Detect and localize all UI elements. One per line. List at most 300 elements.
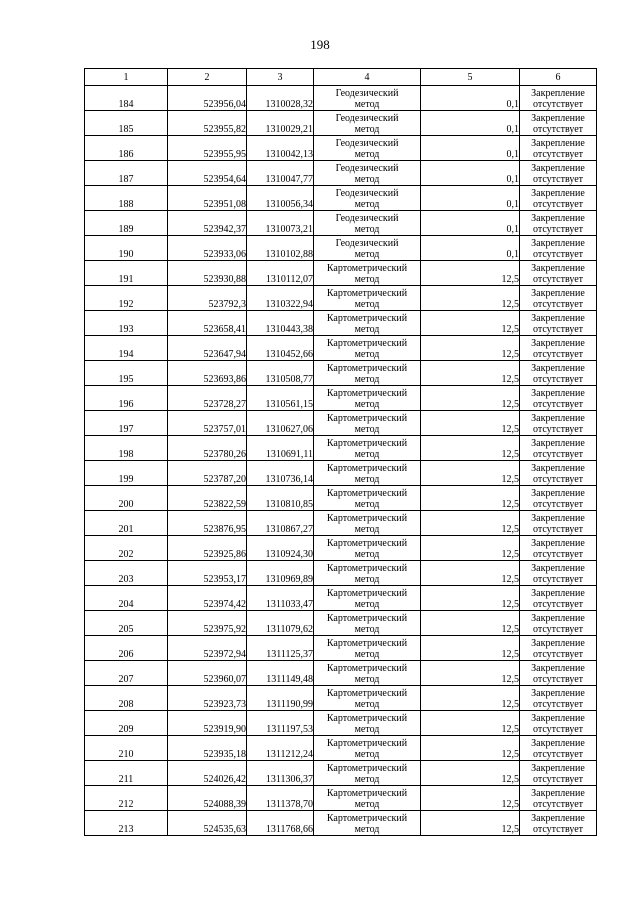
fixing-cell-line: отсутствует — [532, 749, 584, 760]
y-coordinate-cell: 1310452,66 — [247, 336, 314, 361]
method-cell-line: Геодезический — [335, 113, 399, 124]
method-cell-line: Картометрический — [326, 313, 408, 324]
accuracy-cell: 12,5 — [421, 286, 520, 311]
table-row — [85, 486, 597, 511]
fixing-cell-line: отсутствует — [532, 499, 584, 510]
point-number-cell: 186 — [85, 136, 168, 161]
fixing-cell-line: отсутствует — [532, 549, 584, 560]
method-cell-line: Картометрический — [326, 813, 408, 824]
y-coordinate-cell: 1310443,38 — [247, 311, 314, 336]
accuracy-cell: 12,5 — [421, 336, 520, 361]
method-cell-line: метод — [354, 449, 380, 460]
method-cell-line: метод — [354, 699, 380, 710]
point-number-cell: 213 — [85, 811, 168, 836]
table-row — [85, 661, 597, 686]
fixing-cell-line: отсутствует — [532, 249, 584, 260]
fixing-cell — [520, 686, 597, 711]
fixing-cell-line: отсутствует — [532, 199, 584, 210]
method-cell-line: Картометрический — [326, 713, 408, 724]
fixing-cell — [520, 336, 597, 361]
table-row — [85, 161, 597, 186]
method-cell-line: метод — [354, 199, 380, 210]
table-header-row — [85, 69, 597, 86]
method-cell-line: Картометрический — [326, 663, 408, 674]
y-coordinate-cell: 1310969,89 — [247, 561, 314, 586]
point-number-cell: 207 — [85, 661, 168, 686]
table-row — [85, 386, 597, 411]
fixing-cell — [520, 511, 597, 536]
fixing-cell-line: отсутствует — [532, 624, 584, 635]
x-coordinate-cell: 523951,08 — [168, 186, 247, 211]
table-row — [85, 86, 597, 111]
accuracy-cell: 12,5 — [421, 561, 520, 586]
method-cell-line: метод — [354, 374, 380, 385]
point-number-cell: 210 — [85, 736, 168, 761]
point-number-cell: 200 — [85, 486, 168, 511]
x-coordinate-cell: 524535,63 — [168, 811, 247, 836]
x-coordinate-cell: 523923,73 — [168, 686, 247, 711]
point-number-cell: 201 — [85, 511, 168, 536]
point-number-cell: 192 — [85, 286, 168, 311]
method-cell-line: метод — [354, 724, 380, 735]
method-cell-line: метод — [354, 524, 380, 535]
fixing-cell-line: отсутствует — [532, 99, 584, 110]
fixing-cell — [520, 86, 597, 111]
x-coordinate-cell: 523647,94 — [168, 336, 247, 361]
point-number-cell: 196 — [85, 386, 168, 411]
point-number-cell: 203 — [85, 561, 168, 586]
method-cell-line: Картометрический — [326, 363, 408, 374]
fixing-cell-line: Закрепление — [531, 788, 585, 799]
column-header: 5 — [421, 69, 520, 86]
fixing-cell-line: Закрепление — [531, 88, 585, 99]
method-cell — [314, 686, 421, 711]
fixing-cell-line: Закрепление — [531, 688, 585, 699]
x-coordinate-cell: 523953,17 — [168, 561, 247, 586]
point-number-cell: 194 — [85, 336, 168, 361]
method-cell-line: метод — [354, 824, 380, 835]
method-cell-line: Картометрический — [326, 413, 408, 424]
table-row — [85, 536, 597, 561]
table-row — [85, 286, 597, 311]
point-number-cell: 205 — [85, 611, 168, 636]
x-coordinate-cell: 523787,20 — [168, 461, 247, 486]
method-cell — [314, 561, 421, 586]
x-coordinate-cell: 523960,07 — [168, 661, 247, 686]
fixing-cell-line: Закрепление — [531, 463, 585, 474]
y-coordinate-cell: 1311306,37 — [247, 761, 314, 786]
x-coordinate-cell: 523693,86 — [168, 361, 247, 386]
y-coordinate-cell: 1311149,48 — [247, 661, 314, 686]
y-coordinate-cell: 1310561,15 — [247, 386, 314, 411]
method-cell-line: Геодезический — [335, 88, 399, 99]
fixing-cell-line: отсутствует — [532, 599, 584, 610]
table-row — [85, 561, 597, 586]
accuracy-cell: 12,5 — [421, 811, 520, 836]
accuracy-cell: 0,1 — [421, 186, 520, 211]
fixing-cell-line: отсутствует — [532, 174, 584, 185]
method-cell — [314, 586, 421, 611]
fixing-cell-line: отсутствует — [532, 649, 584, 660]
y-coordinate-cell: 1310691,11 — [247, 436, 314, 461]
method-cell-line: метод — [354, 474, 380, 485]
fixing-cell-line: отсутствует — [532, 449, 584, 460]
fixing-cell-line: Закрепление — [531, 713, 585, 724]
fixing-cell — [520, 536, 597, 561]
point-number-cell: 208 — [85, 686, 168, 711]
table-row — [85, 261, 597, 286]
accuracy-cell: 12,5 — [421, 261, 520, 286]
fixing-cell-line: отсутствует — [532, 124, 584, 135]
method-cell-line: метод — [354, 149, 380, 160]
accuracy-cell: 0,1 — [421, 136, 520, 161]
method-cell — [314, 811, 421, 836]
method-cell-line: Картометрический — [326, 638, 408, 649]
method-cell — [314, 786, 421, 811]
fixing-cell — [520, 461, 597, 486]
page-number: 198 — [310, 37, 330, 52]
y-coordinate-cell: 1310042,13 — [247, 136, 314, 161]
method-cell-line: Картометрический — [326, 688, 408, 699]
method-cell — [314, 386, 421, 411]
method-cell-line: метод — [354, 399, 380, 410]
y-coordinate-cell: 1310029,21 — [247, 111, 314, 136]
accuracy-cell: 0,1 — [421, 161, 520, 186]
accuracy-cell: 0,1 — [421, 211, 520, 236]
point-number-cell: 197 — [85, 411, 168, 436]
method-cell-line: метод — [354, 549, 380, 560]
point-number-cell: 212 — [85, 786, 168, 811]
fixing-cell-line: Закрепление — [531, 238, 585, 249]
y-coordinate-cell: 1310028,32 — [247, 86, 314, 111]
method-cell-line: Картометрический — [326, 438, 408, 449]
fixing-cell-line: Закрепление — [531, 363, 585, 374]
accuracy-cell: 12,5 — [421, 511, 520, 536]
method-cell-line: Геодезический — [335, 163, 399, 174]
method-cell — [314, 736, 421, 761]
accuracy-cell: 12,5 — [421, 536, 520, 561]
y-coordinate-cell: 1310627,06 — [247, 411, 314, 436]
table-row — [85, 211, 597, 236]
x-coordinate-cell: 523757,01 — [168, 411, 247, 436]
x-coordinate-cell: 523728,27 — [168, 386, 247, 411]
method-cell-line: Картометрический — [326, 513, 408, 524]
fixing-cell-line: Закрепление — [531, 413, 585, 424]
fixing-cell — [520, 286, 597, 311]
y-coordinate-cell: 1310924,30 — [247, 536, 314, 561]
fixing-cell — [520, 311, 597, 336]
fixing-cell-line: Закрепление — [531, 538, 585, 549]
method-cell-line: метод — [354, 224, 380, 235]
fixing-cell — [520, 186, 597, 211]
y-coordinate-cell: 1311768,66 — [247, 811, 314, 836]
column-header: 1 — [85, 69, 168, 86]
method-cell — [314, 136, 421, 161]
method-cell — [314, 511, 421, 536]
table-row — [85, 411, 597, 436]
point-number-cell: 189 — [85, 211, 168, 236]
method-cell-line: метод — [354, 249, 380, 260]
x-coordinate-cell: 523876,95 — [168, 511, 247, 536]
method-cell-line: метод — [354, 299, 380, 310]
method-cell-line: метод — [354, 749, 380, 760]
table-row — [85, 311, 597, 336]
method-cell — [314, 486, 421, 511]
accuracy-cell: 0,1 — [421, 111, 520, 136]
y-coordinate-cell: 1311190,99 — [247, 686, 314, 711]
method-cell-line: Картометрический — [326, 763, 408, 774]
fixing-cell-line: отсутствует — [532, 349, 584, 360]
fixing-cell-line: Закрепление — [531, 313, 585, 324]
method-cell — [314, 236, 421, 261]
point-number-cell: 211 — [85, 761, 168, 786]
fixing-cell-line: отсутствует — [532, 724, 584, 735]
fixing-cell-line: отсутствует — [532, 474, 584, 485]
fixing-cell — [520, 761, 597, 786]
fixing-cell-line: Закрепление — [531, 338, 585, 349]
y-coordinate-cell: 1311125,37 — [247, 636, 314, 661]
method-cell — [314, 536, 421, 561]
method-cell — [314, 461, 421, 486]
method-cell — [314, 211, 421, 236]
x-coordinate-cell: 523954,64 — [168, 161, 247, 186]
method-cell-line: метод — [354, 624, 380, 635]
fixing-cell-line: Закрепление — [531, 738, 585, 749]
method-cell-line: метод — [354, 174, 380, 185]
method-cell — [314, 186, 421, 211]
y-coordinate-cell: 1311378,70 — [247, 786, 314, 811]
fixing-cell-line: отсутствует — [532, 299, 584, 310]
fixing-cell — [520, 236, 597, 261]
fixing-cell — [520, 486, 597, 511]
x-coordinate-cell: 523956,04 — [168, 86, 247, 111]
method-cell-line: метод — [354, 424, 380, 435]
method-cell-line: Картометрический — [326, 563, 408, 574]
x-coordinate-cell: 523972,94 — [168, 636, 247, 661]
method-cell-line: метод — [354, 649, 380, 660]
fixing-cell — [520, 411, 597, 436]
fixing-cell — [520, 636, 597, 661]
method-cell-line: метод — [354, 124, 380, 135]
method-cell-line: Картометрический — [326, 388, 408, 399]
fixing-cell-line: Закрепление — [531, 163, 585, 174]
table-row — [85, 186, 597, 211]
method-cell-line: метод — [354, 324, 380, 335]
accuracy-cell: 12,5 — [421, 386, 520, 411]
fixing-cell-line: отсутствует — [532, 224, 584, 235]
y-coordinate-cell: 1310508,77 — [247, 361, 314, 386]
y-coordinate-cell: 1310073,21 — [247, 211, 314, 236]
table-row — [85, 711, 597, 736]
y-coordinate-cell: 1310867,27 — [247, 511, 314, 536]
fixing-cell — [520, 436, 597, 461]
y-coordinate-cell: 1310810,85 — [247, 486, 314, 511]
table-row — [85, 136, 597, 161]
fixing-cell-line: Закрепление — [531, 588, 585, 599]
fixing-cell — [520, 811, 597, 836]
accuracy-cell: 12,5 — [421, 586, 520, 611]
fixing-cell-line: отсутствует — [532, 574, 584, 585]
column-header: 6 — [520, 69, 597, 86]
fixing-cell-line: отсутствует — [532, 274, 584, 285]
table-row — [85, 686, 597, 711]
fixing-cell-line: Закрепление — [531, 438, 585, 449]
table-row — [85, 761, 597, 786]
x-coordinate-cell: 523822,59 — [168, 486, 247, 511]
fixing-cell-line: Закрепление — [531, 613, 585, 624]
table-row — [85, 736, 597, 761]
y-coordinate-cell: 1311212,24 — [247, 736, 314, 761]
fixing-cell-line: Закрепление — [531, 763, 585, 774]
point-number-cell: 188 — [85, 186, 168, 211]
y-coordinate-cell: 1310056,34 — [247, 186, 314, 211]
fixing-cell-line: отсутствует — [532, 524, 584, 535]
fixing-cell — [520, 786, 597, 811]
method-cell-line: Картометрический — [326, 463, 408, 474]
accuracy-cell: 12,5 — [421, 686, 520, 711]
fixing-cell-line: отсутствует — [532, 149, 584, 160]
fixing-cell-line: отсутствует — [532, 824, 584, 835]
table-row — [85, 811, 597, 836]
fixing-cell-line: Закрепление — [531, 638, 585, 649]
method-cell-line: Геодезический — [335, 238, 399, 249]
point-number-cell: 193 — [85, 311, 168, 336]
method-cell — [314, 436, 421, 461]
method-cell-line: Картометрический — [326, 538, 408, 549]
method-cell-line: метод — [354, 674, 380, 685]
x-coordinate-cell: 523658,41 — [168, 311, 247, 336]
fixing-cell — [520, 361, 597, 386]
fixing-cell-line: отсутствует — [532, 399, 584, 410]
method-cell-line: Геодезический — [335, 188, 399, 199]
table-row — [85, 111, 597, 136]
accuracy-cell: 12,5 — [421, 711, 520, 736]
fixing-cell-line: Закрепление — [531, 513, 585, 524]
column-header: 2 — [168, 69, 247, 86]
accuracy-cell: 12,5 — [421, 786, 520, 811]
accuracy-cell: 12,5 — [421, 736, 520, 761]
method-cell-line: Геодезический — [335, 138, 399, 149]
point-number-cell: 198 — [85, 436, 168, 461]
table-row — [85, 611, 597, 636]
method-cell — [314, 311, 421, 336]
column-header: 4 — [314, 69, 421, 86]
fixing-cell-line: Закрепление — [531, 663, 585, 674]
method-cell-line: Картометрический — [326, 588, 408, 599]
method-cell — [314, 161, 421, 186]
method-cell — [314, 111, 421, 136]
fixing-cell-line: Закрепление — [531, 813, 585, 824]
method-cell — [314, 336, 421, 361]
fixing-cell-line: отсутствует — [532, 799, 584, 810]
method-cell-line: Картометрический — [326, 263, 408, 274]
method-cell-line: Картометрический — [326, 288, 408, 299]
x-coordinate-cell: 523955,95 — [168, 136, 247, 161]
fixing-cell — [520, 136, 597, 161]
x-coordinate-cell: 523935,18 — [168, 736, 247, 761]
method-cell-line: Картометрический — [326, 788, 408, 799]
method-cell-line: Картометрический — [326, 738, 408, 749]
method-cell — [314, 661, 421, 686]
method-cell — [314, 411, 421, 436]
y-coordinate-cell: 1310322,94 — [247, 286, 314, 311]
point-number-cell: 184 — [85, 86, 168, 111]
y-coordinate-cell: 1311197,53 — [247, 711, 314, 736]
point-number-cell: 202 — [85, 536, 168, 561]
table-row — [85, 636, 597, 661]
accuracy-cell: 12,5 — [421, 636, 520, 661]
x-coordinate-cell: 523933,06 — [168, 236, 247, 261]
fixing-cell — [520, 386, 597, 411]
y-coordinate-cell: 1310102,88 — [247, 236, 314, 261]
method-cell — [314, 261, 421, 286]
fixing-cell-line: Закрепление — [531, 188, 585, 199]
method-cell-line: метод — [354, 274, 380, 285]
accuracy-cell: 0,1 — [421, 236, 520, 261]
point-number-cell: 190 — [85, 236, 168, 261]
fixing-cell — [520, 211, 597, 236]
table-row — [85, 336, 597, 361]
x-coordinate-cell: 524026,42 — [168, 761, 247, 786]
point-number-cell: 185 — [85, 111, 168, 136]
method-cell-line: Картометрический — [326, 488, 408, 499]
x-coordinate-cell: 523955,82 — [168, 111, 247, 136]
fixing-cell — [520, 561, 597, 586]
fixing-cell — [520, 586, 597, 611]
accuracy-cell: 12,5 — [421, 361, 520, 386]
method-cell-line: метод — [354, 99, 380, 110]
fixing-cell — [520, 161, 597, 186]
point-number-cell: 191 — [85, 261, 168, 286]
x-coordinate-cell: 523942,37 — [168, 211, 247, 236]
fixing-cell-line: отсутствует — [532, 774, 584, 785]
fixing-cell-line: отсутствует — [532, 424, 584, 435]
method-cell — [314, 711, 421, 736]
method-cell-line: Картометрический — [326, 613, 408, 624]
fixing-cell-line: Закрепление — [531, 213, 585, 224]
y-coordinate-cell: 1310736,14 — [247, 461, 314, 486]
fixing-cell — [520, 711, 597, 736]
fixing-cell-line: отсутствует — [532, 374, 584, 385]
column-header: 3 — [247, 69, 314, 86]
x-coordinate-cell: 523919,90 — [168, 711, 247, 736]
y-coordinate-cell: 1310047,77 — [247, 161, 314, 186]
fixing-cell-line: Закрепление — [531, 563, 585, 574]
method-cell-line: Картометрический — [326, 338, 408, 349]
method-cell-line: метод — [354, 574, 380, 585]
fixing-cell-line: Закрепление — [531, 263, 585, 274]
method-cell — [314, 86, 421, 111]
accuracy-cell: 12,5 — [421, 436, 520, 461]
accuracy-cell: 12,5 — [421, 311, 520, 336]
coordinates-table — [84, 68, 597, 836]
table-row — [85, 461, 597, 486]
x-coordinate-cell: 523975,92 — [168, 611, 247, 636]
method-cell-line: Геодезический — [335, 213, 399, 224]
fixing-cell-line: Закрепление — [531, 388, 585, 399]
x-coordinate-cell: 523930,88 — [168, 261, 247, 286]
table-row — [85, 511, 597, 536]
x-coordinate-cell: 524088,39 — [168, 786, 247, 811]
fixing-cell-line: отсутствует — [532, 699, 584, 710]
table-row — [85, 236, 597, 261]
fixing-cell — [520, 611, 597, 636]
y-coordinate-cell: 1311079,62 — [247, 611, 314, 636]
x-coordinate-cell: 523792,3 — [168, 286, 247, 311]
method-cell — [314, 286, 421, 311]
fixing-cell — [520, 736, 597, 761]
fixing-cell — [520, 111, 597, 136]
